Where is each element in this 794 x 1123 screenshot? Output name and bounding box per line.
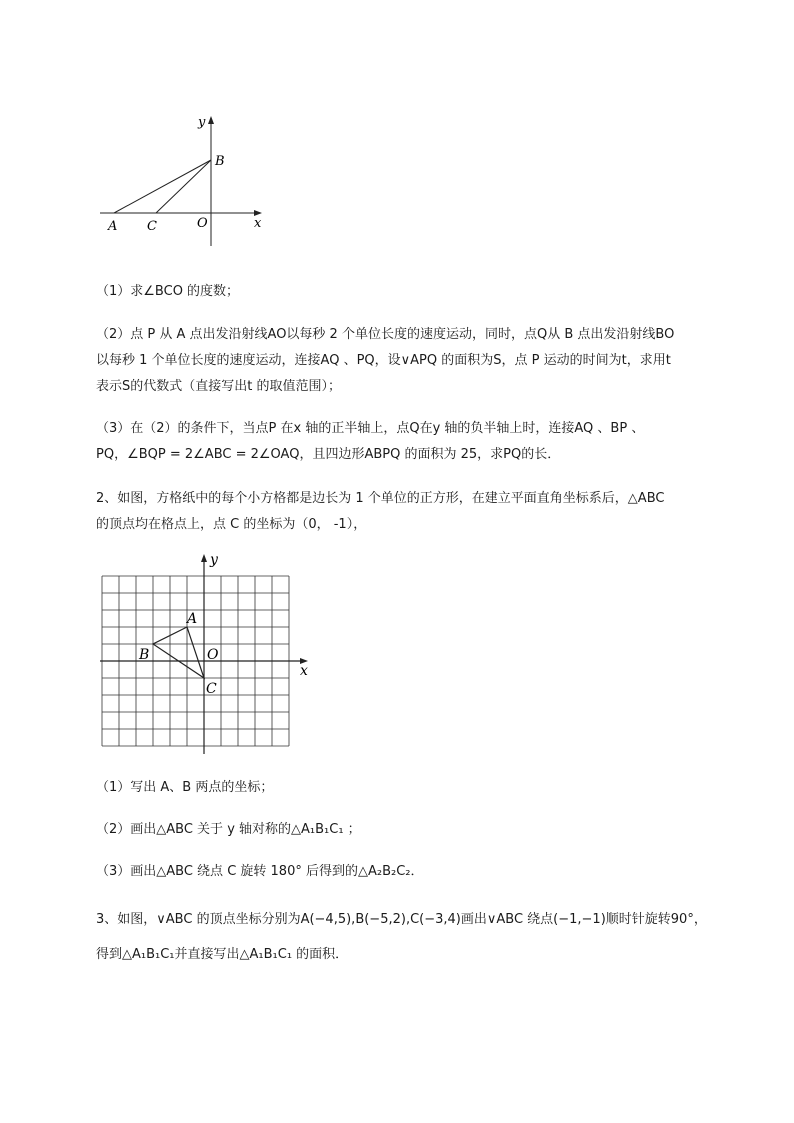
p1-part2-line2: 以每秒 1 个单位长度的速度运动，连接AQ 、PQ，设∨APQ 的面积为S，点 P 运动的时间为t，求用t: [96, 353, 671, 368]
segment-CB: [156, 160, 211, 213]
p1-part1: （1）求∠BCO 的度数；: [96, 284, 240, 299]
point-label-A: A: [108, 219, 118, 234]
p1-part3-line2: PQ，∠BQP = 2∠ABC = 2∠OAQ，且四边形ABPQ 的面积为 25，求PQ的长．: [96, 447, 561, 462]
axis-label-x: x: [254, 216, 262, 231]
triangle-ABC: [153, 627, 204, 678]
p2-intro-line1: 2、如图，方格纸中的每个小方格都是边长为 1 个单位的正方形，在建立平面直角坐标系后，△ABC: [96, 491, 665, 506]
p3-line2: 得到△A₁B₁C₁并直接写出△A₁B₁C₁ 的面积．: [96, 947, 349, 962]
point-label-C: C: [147, 219, 157, 234]
figure-1: [96, 110, 276, 250]
y-axis-arrow: [208, 116, 214, 124]
p2-part2: （2）画出△ABC 关于 y 轴对称的△A₁B₁C₁ ；: [96, 822, 361, 837]
axis-label-y: y: [210, 552, 218, 568]
point-label-B: B: [215, 154, 225, 169]
point-label-O: O: [207, 647, 219, 663]
point-label-B: B: [139, 647, 150, 663]
axis-label-y: y: [198, 115, 206, 130]
p1-part2-line3: 表示S的代数式（直接写出t 的取值范围）；: [96, 379, 341, 394]
p2-intro-line2: 的顶点均在格点上，点 C 的坐标为（0， -1），: [96, 517, 367, 532]
p2-part1: （1）写出 A、B 两点的坐标；: [96, 780, 274, 795]
point-label-C: C: [206, 681, 217, 697]
point-label-A: A: [187, 611, 198, 627]
axis-label-x: x: [300, 663, 308, 679]
p2-part3: （3）画出△ABC 绕点 C 旋转 180° 后得到的△A₂B₂C₂．: [96, 864, 424, 879]
segment-AB: [114, 160, 211, 213]
p1-part2-line1: （2）点 P 从 A 点出发沿射线AO以每秒 2 个单位长度的速度运动，同时，点Q从 B 点出发沿射线BO: [96, 327, 675, 342]
p1-part3-line1: （3）在（2）的条件下，当点P 在x 轴的正半轴上，点Q在y 轴的负半轴上时，连接AQ 、BP 、: [96, 421, 645, 436]
y-axis-arrow: [201, 554, 207, 562]
p3-line1: 3、如图，∨ABC 的顶点坐标分别为A(−4,5),B(−5,2),C(−3,4)画出∨ABC 绕点(−1,−1)顺时针旋转90°，: [96, 912, 707, 927]
figure-2-grid: [96, 548, 316, 758]
point-label-O: O: [197, 216, 208, 231]
